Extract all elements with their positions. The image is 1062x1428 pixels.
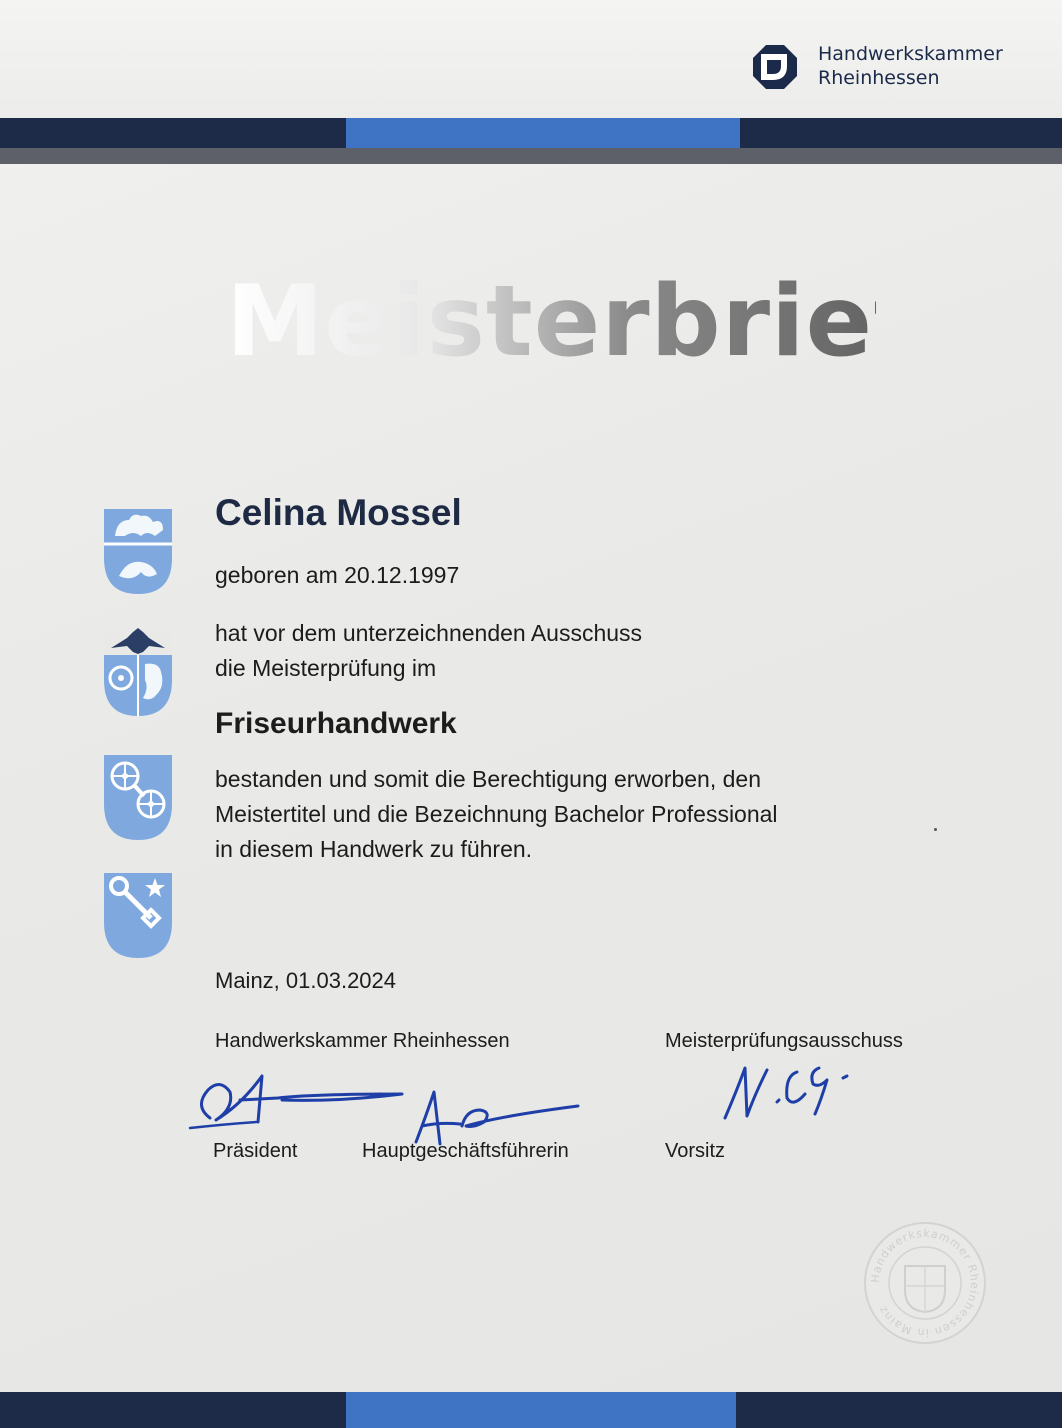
committee-org-label: Meisterprüfungsausschuss [665,1030,903,1052]
intro-paragraph [215,616,642,686]
grey-divider-strip [0,148,1062,164]
certificate-title: Meisterbrief [226,262,876,382]
chamber-logo [752,42,1032,90]
band-segment-dark [0,118,346,148]
logo-line-2: Rheinhessen [818,67,940,89]
band-segment-blue [346,1392,736,1428]
birth-date-line: geboren am 20.12.1997 [215,562,460,588]
band-segment-dark [740,118,1062,148]
intro-line: hat vor dem unterzeichnenden Ausschuss [215,620,643,646]
managing-director-role-label: Hauptgeschäftsführerin [362,1140,569,1162]
recipient-name: Celina Mossel [215,492,462,533]
body-line: bestanden und somit die Berechtigung erworben, den [215,766,761,792]
band-segment-dark [736,1392,1062,1428]
logo-line-1: Handwerkskammer [818,43,1003,65]
place-and-date: Mainz, 01.03.2024 [215,968,397,993]
committee-chair-signature [715,1050,865,1130]
seal-text: Handwerkskammer Rheinhessen in Mainz [868,1226,982,1340]
top-color-band [0,118,1062,148]
paper-speck [934,828,937,831]
two-wheels-crest-icon [103,752,173,842]
trade-name: Friseurhandwerk [215,707,457,740]
logo-text [818,42,1038,90]
band-segment-dark [0,1392,346,1428]
handwerkskammer-logo-icon [752,44,798,90]
body-line: in diesem Handwerk zu führen. [215,836,533,862]
body-paragraph [215,762,778,867]
bottom-color-band [0,1392,1062,1428]
chamber-org-label: Handwerkskammer Rheinhessen [215,1030,510,1052]
body-line: Meistertitel und die Bezeichnung Bachelor Professional [215,801,778,827]
dragon-crest-icon [103,506,173,596]
committee-chair-role-label: Vorsitz [665,1140,726,1162]
intro-line: die Meisterprüfung im [215,655,437,681]
key-star-crest-icon [103,870,173,960]
president-role-label: Präsident [213,1140,298,1162]
president-signature [186,1064,416,1144]
embossed-seal-icon [862,1220,988,1346]
eagle-wheel-lion-crest-icon [103,628,173,718]
band-segment-blue [346,118,740,148]
